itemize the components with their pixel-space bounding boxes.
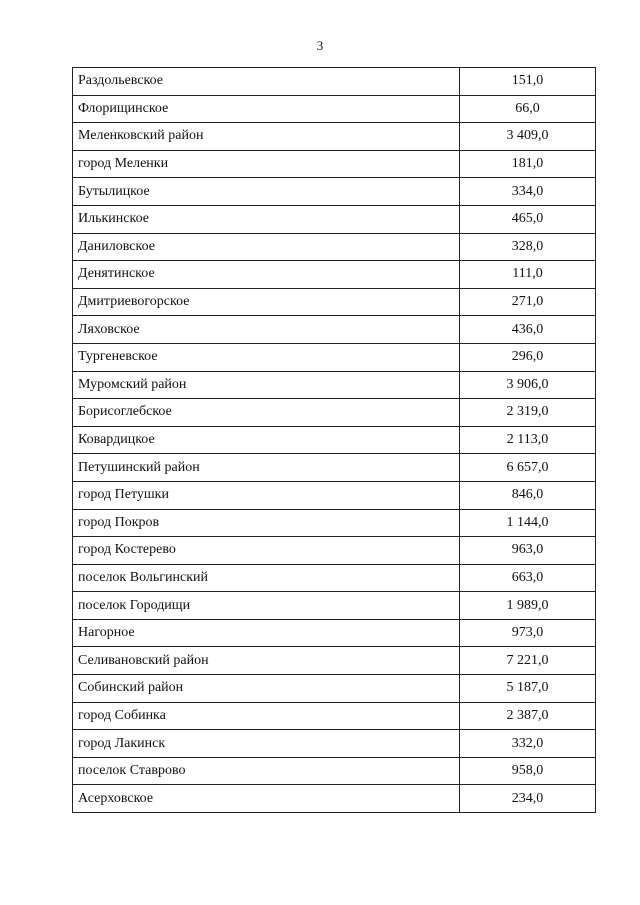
table-row	[73, 481, 596, 509]
row-name-cell: Бутылицкое	[73, 178, 460, 206]
row-name-cell: Борисоглебское	[73, 399, 460, 427]
table-row	[73, 592, 596, 620]
table-row	[73, 537, 596, 565]
row-value-cell: 6 657,0	[460, 454, 596, 482]
table-row	[73, 757, 596, 785]
row-value-cell: 332,0	[460, 730, 596, 758]
table-row	[73, 150, 596, 178]
table-row	[73, 509, 596, 537]
row-name-cell: Денятинское	[73, 261, 460, 289]
row-name-cell: Дмитриевогорское	[73, 288, 460, 316]
row-value-cell: 111,0	[460, 261, 596, 289]
row-name-cell: поселок Вольгинский	[73, 564, 460, 592]
row-name-cell: Илькинское	[73, 205, 460, 233]
row-name-cell: город Меленки	[73, 150, 460, 178]
row-value-cell: 3 906,0	[460, 371, 596, 399]
row-name-cell: Муромский район	[73, 371, 460, 399]
row-name-cell: Тургеневское	[73, 343, 460, 371]
table-row	[73, 702, 596, 730]
table-row	[73, 399, 596, 427]
row-name-cell: Ковардицкое	[73, 426, 460, 454]
row-value-cell: 2 113,0	[460, 426, 596, 454]
row-name-cell: город Петушки	[73, 481, 460, 509]
row-name-cell: Меленковский район	[73, 123, 460, 151]
table-row	[73, 785, 596, 813]
table-row	[73, 343, 596, 371]
row-name-cell: город Костерево	[73, 537, 460, 565]
table-row	[73, 426, 596, 454]
row-value-cell: 1 989,0	[460, 592, 596, 620]
row-name-cell: город Собинка	[73, 702, 460, 730]
row-value-cell: 2 387,0	[460, 702, 596, 730]
row-value-cell: 151,0	[460, 68, 596, 96]
row-name-cell: Собинский район	[73, 675, 460, 703]
row-value-cell: 7 221,0	[460, 647, 596, 675]
row-name-cell: Ляховское	[73, 316, 460, 344]
table-row	[73, 564, 596, 592]
table-row	[73, 288, 596, 316]
row-name-cell: поселок Ставрово	[73, 757, 460, 785]
row-name-cell: Флорищинское	[73, 95, 460, 123]
table-row	[73, 123, 596, 151]
row-name-cell: Асерховское	[73, 785, 460, 813]
data-table	[72, 67, 596, 813]
table-row	[73, 178, 596, 206]
table-row	[73, 647, 596, 675]
row-value-cell: 234,0	[460, 785, 596, 813]
row-name-cell: Петушинский район	[73, 454, 460, 482]
row-value-cell: 1 144,0	[460, 509, 596, 537]
row-value-cell: 328,0	[460, 233, 596, 261]
row-value-cell: 5 187,0	[460, 675, 596, 703]
row-value-cell: 963,0	[460, 537, 596, 565]
row-value-cell: 66,0	[460, 95, 596, 123]
table-row	[73, 68, 596, 96]
row-value-cell: 181,0	[460, 150, 596, 178]
row-value-cell: 3 409,0	[460, 123, 596, 151]
table-row	[73, 675, 596, 703]
row-name-cell: город Покров	[73, 509, 460, 537]
table-row	[73, 619, 596, 647]
row-value-cell: 973,0	[460, 619, 596, 647]
table-row	[73, 95, 596, 123]
row-name-cell: Раздольевское	[73, 68, 460, 96]
row-value-cell: 296,0	[460, 343, 596, 371]
table-row	[73, 205, 596, 233]
row-value-cell: 663,0	[460, 564, 596, 592]
row-name-cell: поселок Городищи	[73, 592, 460, 620]
row-name-cell: Нагорное	[73, 619, 460, 647]
row-name-cell: Селивановский район	[73, 647, 460, 675]
row-value-cell: 958,0	[460, 757, 596, 785]
row-name-cell: Даниловское	[73, 233, 460, 261]
table-row	[73, 730, 596, 758]
table-body	[73, 68, 596, 813]
table-row	[73, 261, 596, 289]
row-value-cell: 436,0	[460, 316, 596, 344]
row-name-cell: город Лакинск	[73, 730, 460, 758]
row-value-cell: 465,0	[460, 205, 596, 233]
table-row	[73, 371, 596, 399]
row-value-cell: 2 319,0	[460, 399, 596, 427]
table-row	[73, 316, 596, 344]
table-row	[73, 454, 596, 482]
row-value-cell: 271,0	[460, 288, 596, 316]
page-number: 3	[316, 38, 324, 53]
row-value-cell: 334,0	[460, 178, 596, 206]
row-value-cell: 846,0	[460, 481, 596, 509]
table-row	[73, 233, 596, 261]
